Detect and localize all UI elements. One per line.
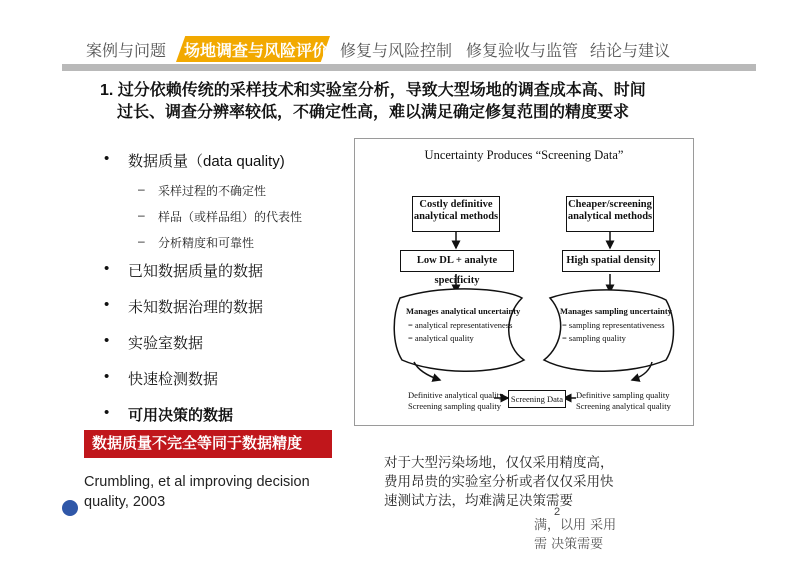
- note-line-1: 对于大型污染场地，仅仅采用精度高，: [384, 455, 614, 471]
- page-number: 2: [554, 506, 561, 518]
- low-dl-box: Low DL + analyte specificity: [400, 250, 514, 272]
- nav-item-remediation[interactable]: 修复与风险控制: [340, 43, 453, 60]
- right-blob-line-2: = sampling representativeness: [562, 320, 665, 330]
- costly-methods-box: Costly definitive analytical methods: [412, 196, 500, 232]
- cheaper-methods-box: Cheaper/screening analytical methods: [566, 196, 654, 232]
- garbled-line-2: 需 决策需要: [534, 537, 604, 552]
- bullet-text: 数据质量（data quality): [128, 153, 285, 170]
- bullet-dot: •: [104, 150, 110, 167]
- bullet-text: 实验室数据: [128, 335, 204, 352]
- bottom-left-line-2: Screening sampling quality: [408, 401, 502, 411]
- bullet-text: 已知数据质量的数据: [128, 263, 264, 280]
- nav-item-conclusions[interactable]: 结论与建议: [590, 43, 671, 60]
- bullet-text: 可用决策的数据: [128, 407, 234, 424]
- diagram-graphics: [354, 138, 694, 426]
- overlay-note: [384, 454, 704, 511]
- citation-line-1: Crumbling, et al improving decision: [84, 474, 310, 490]
- right-blob-line-1: Manages sampling uncertainty: [560, 306, 672, 316]
- heading-line-2: 过长、调查分辨率较低，不确定性高，难以满足确定修复范围的精度要求: [117, 104, 630, 121]
- bullet-dot: •: [104, 404, 110, 421]
- left-blob-line-3: = analytical quality: [408, 333, 474, 343]
- logo-icon: [62, 500, 78, 516]
- right-uncertainty-shape: [544, 290, 674, 371]
- bottom-left-line-1: Definitive analytical quality: [408, 390, 504, 400]
- sub-text: 采样过程的不确定性: [158, 184, 267, 198]
- high-density-box: High spatial density: [562, 250, 660, 272]
- nav-item-cases[interactable]: 案例与问题: [86, 43, 167, 60]
- left-uncertainty-shape: [394, 289, 524, 371]
- bottom-right-line-1: Definitive sampling quality: [576, 390, 670, 400]
- bullet-text: 快速检测数据: [128, 371, 219, 388]
- heading-line-1: 1. 过分依赖传统的采样技术和实验室分析，导致大型场地的调查成本高、时间: [100, 82, 646, 99]
- garbled-overlay-text: [534, 516, 784, 554]
- sub-dash: –: [138, 182, 145, 196]
- nav-item-acceptance[interactable]: 修复验收与监管: [466, 43, 579, 60]
- slide-heading: [100, 80, 720, 124]
- diagram-title: Uncertainty Produces “Screening Data”: [424, 148, 624, 162]
- sub-dash: –: [138, 234, 145, 248]
- citation: [84, 472, 364, 512]
- garbled-line-1: 满，以用 采用: [534, 518, 617, 533]
- highlight-banner: 数据质量不完全等同于数据精度: [84, 430, 332, 458]
- top-navigation: [0, 30, 800, 64]
- nav-divider: [62, 64, 756, 71]
- right-blob-line-3: = sampling quality: [562, 333, 626, 343]
- nav-item-site-investigation[interactable]: 场地调查与风险评价: [184, 43, 329, 60]
- sub-dash: –: [138, 208, 145, 222]
- note-line-2: 费用昂贵的实验室分析或者仅仅采用快: [384, 474, 614, 490]
- bullet-dot: •: [104, 260, 110, 277]
- sub-text: 样品（或样品组）的代表性: [158, 210, 303, 224]
- citation-line-2: quality, 2003: [84, 494, 166, 510]
- left-blob-line-1: Manages analytical uncertainty: [406, 306, 521, 316]
- note-line-3: 速测试方法，均难满足决策需要: [384, 493, 573, 509]
- bullet-dot: •: [104, 296, 110, 313]
- bullet-dot: •: [104, 368, 110, 385]
- left-blob-line-2: = analytical representativeness: [408, 320, 513, 330]
- bullet-dot: •: [104, 332, 110, 349]
- sub-text: 分析精度和可靠性: [158, 236, 255, 250]
- screening-data-box: Screening Data: [508, 390, 566, 408]
- bottom-right-line-2: Screening analytical quality: [576, 401, 671, 411]
- bullet-text: 未知数据治理的数据: [128, 299, 264, 316]
